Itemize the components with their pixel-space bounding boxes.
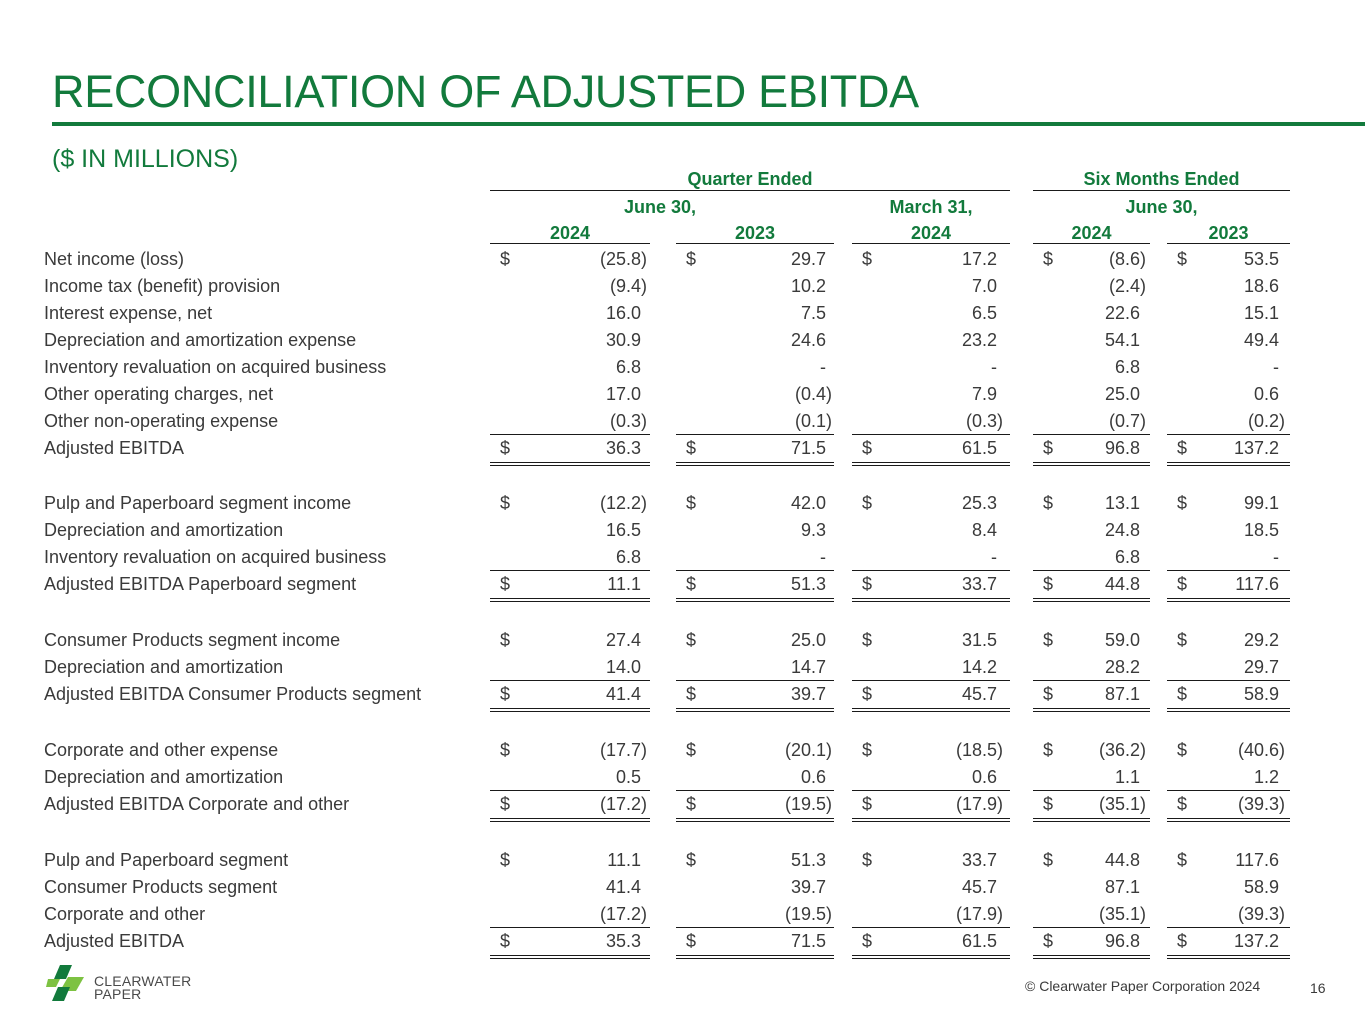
dollar-sign: $ [1177,438,1188,458]
table-row [0,544,1365,571]
cell-value: 24.8 [1104,520,1140,540]
dollar-sign: $ [862,249,873,269]
cell-value: 27.4 [605,630,641,650]
dollar-sign: $ [862,794,873,814]
total-double-rule [1167,598,1290,602]
cell-value: 7.9 [971,384,997,404]
dollar-sign: $ [500,740,511,760]
dollar-sign: $ [686,249,697,269]
cell-value: 41.4 [605,877,641,897]
cell-value: 11.1 [607,574,641,594]
cell-value: 71.5 [790,438,826,458]
cell-value: 16.0 [605,303,641,323]
dollar-sign: $ [1043,794,1054,814]
cell-value: 6.8 [615,547,641,567]
cell-value: 6.8 [615,357,641,377]
dollar-sign: $ [1043,630,1054,650]
dollar-sign: $ [1043,493,1054,513]
cell-value: 41.4 [605,684,641,704]
cell-value: 137.2 [1233,438,1279,458]
cell-value: 96.8 [1104,931,1140,951]
total-double-rule [852,708,1010,712]
dollar-sign: $ [862,574,873,594]
cell-value: 25.0 [790,630,826,650]
cell-value: 61.5 [961,438,997,458]
total-double-rule [852,598,1010,602]
cell-value: (0.2) [1247,411,1285,431]
cell-value: 45.7 [961,877,997,897]
cell-value: (2.4) [1108,276,1146,296]
table-row [0,901,1365,928]
slide-subtitle: ($ IN MILLIONS) [52,145,239,173]
table-row [0,408,1365,435]
total-double-rule [852,818,1010,822]
logo-wordmark [94,975,191,1001]
cell-value: 1.2 [1253,767,1279,787]
cell-value: (18.5) [955,740,1003,760]
logo-line2: PAPER [94,986,142,1002]
row-label: Pulp and Paperboard segment income [44,493,352,513]
cell-value: 6.8 [1114,547,1140,567]
cell-value: 51.3 [790,850,826,870]
cell-value: 59.0 [1104,630,1140,650]
cell-value: (17.9) [955,904,1003,924]
cell-value: - [820,547,826,567]
cell-value: 44.8 [1104,850,1140,870]
row-label: Other operating charges, net [44,384,274,404]
table-row [0,490,1365,517]
cell-value: (17.2) [599,794,647,814]
cell-value: 99.1 [1243,493,1279,513]
cell-value: 17.2 [961,249,997,269]
dollar-sign: $ [500,684,511,704]
cell-value: (35.1) [1098,794,1146,814]
table-row [0,327,1365,354]
table-row [0,791,1365,818]
row-label: Inventory revaluation on acquired business [44,357,387,377]
cell-value: 22.6 [1104,303,1140,323]
dollar-sign: $ [500,493,511,513]
row-label: Corporate and other [44,904,206,924]
cell-value: 35.3 [605,931,641,951]
dollar-sign: $ [862,931,873,951]
table-row [0,764,1365,791]
total-double-rule [490,818,650,822]
dollar-sign: $ [500,931,511,951]
dollar-sign: $ [1043,740,1054,760]
row-label: Consumer Products segment income [44,630,341,650]
dollar-sign: $ [1177,493,1188,513]
table-row [0,246,1365,273]
dollar-sign: $ [862,630,873,650]
row-label: Income tax (benefit) provision [44,276,281,296]
total-double-rule [1167,818,1290,822]
dollar-sign: $ [1177,684,1188,704]
row-label: Interest expense, net [44,303,213,323]
dollar-sign: $ [862,850,873,870]
cell-value: 87.1 [1104,877,1140,897]
table-row [0,928,1365,955]
cell-value: 0.5 [615,767,641,787]
dollar-sign: $ [1177,850,1188,870]
total-double-rule [1167,708,1290,712]
cell-value: 33.7 [961,574,997,594]
dollar-sign: $ [1043,684,1054,704]
cell-value: (0.3) [965,411,1003,431]
cell-value: 53.5 [1243,249,1279,269]
cell-value: 51.3 [790,574,826,594]
total-double-rule [1033,598,1150,602]
cell-value: 42.0 [790,493,826,513]
cell-value: - [1273,547,1279,567]
total-double-rule [676,955,834,959]
header-six-months-ended: Six Months Ended [1083,169,1240,189]
cell-value: (0.4) [794,384,832,404]
cell-value: 0.6 [1253,384,1279,404]
header-year-s2023: 2023 [1208,223,1249,243]
dollar-sign: $ [500,630,511,650]
table-row [0,517,1365,544]
dollar-sign: $ [500,794,511,814]
dollar-sign: $ [500,574,511,594]
cell-value: 14.0 [605,657,641,677]
cell-value: 29.7 [1243,657,1279,677]
dollar-sign: $ [1177,574,1188,594]
cell-value: 29.7 [790,249,826,269]
page-number: 16 [1310,980,1326,996]
cell-value: 7.5 [800,303,826,323]
table-row [0,654,1365,681]
row-label: Depreciation and amortization [44,767,284,787]
cell-value: 49.4 [1243,330,1279,350]
total-double-rule [1167,955,1290,959]
total-double-rule [676,598,834,602]
header-year-m2024: 2024 [910,223,952,243]
header-march-31: March 31, [889,197,973,217]
dollar-sign: $ [500,249,511,269]
dollar-sign: $ [1177,740,1188,760]
cell-value: 96.8 [1104,438,1140,458]
total-double-rule [490,598,650,602]
dollar-sign: $ [686,850,697,870]
row-label: Pulp and Paperboard segment [44,850,289,870]
cell-value: 58.9 [1243,684,1279,704]
cell-value: 14.2 [961,657,997,677]
dollar-sign: $ [686,574,697,594]
dollar-sign: $ [1043,438,1054,458]
header-year-q2024: 2024 [549,223,591,243]
dollar-sign: $ [1043,931,1054,951]
row-label: Depreciation and amortization [44,520,284,540]
cell-value: 6.5 [971,303,997,323]
table-row [0,354,1365,381]
row-label: Consumer Products segment [44,877,278,897]
dollar-sign: $ [1177,630,1188,650]
cell-value: 18.6 [1243,276,1279,296]
slide-title: RECONCILIATION OF ADJUSTED EBITDA [52,66,919,117]
cell-value: 25.0 [1104,384,1140,404]
cell-value: (19.5) [784,794,832,814]
table-row [0,300,1365,327]
row-label: Adjusted EBITDA Corporate and other [44,794,350,814]
cell-value: 117.6 [1235,574,1279,594]
cell-value: 54.1 [1104,330,1140,350]
table-row [0,847,1365,874]
dollar-sign: $ [862,438,873,458]
cell-value: 23.2 [961,330,997,350]
dollar-sign: $ [1177,931,1188,951]
header-quarter-ended: Quarter Ended [687,169,813,189]
row-label: Depreciation and amortization [44,657,284,677]
dollar-sign: $ [500,438,511,458]
row-label: Adjusted EBITDA [44,438,185,458]
total-double-rule [1033,708,1150,712]
cell-value: 16.5 [605,520,641,540]
cell-value: 9.3 [800,520,826,540]
copyright-footer: © Clearwater Paper Corporation 2024 [1025,978,1261,994]
total-double-rule [676,818,834,822]
cell-value: - [1273,357,1279,377]
cell-value: 14.7 [790,657,826,677]
cell-value: 71.5 [790,931,826,951]
cell-value: (17.9) [955,794,1003,814]
table-row [0,681,1365,708]
cell-value: (20.1) [784,740,832,760]
dollar-sign: $ [686,438,697,458]
total-double-rule [1033,462,1150,466]
cell-value: 11.1 [607,850,641,870]
cell-value: 45.7 [961,684,997,704]
total-double-rule [852,955,1010,959]
cell-value: 15.1 [1243,303,1279,323]
cell-value: (40.6) [1237,740,1285,760]
table-row [0,627,1365,654]
cell-value: 8.4 [971,520,997,540]
header-june-30-quarter: June 30, [623,197,697,217]
dollar-sign: $ [862,684,873,704]
cell-value: 24.6 [790,330,826,350]
table-row [0,381,1365,408]
dollar-sign: $ [686,740,697,760]
cell-value: 31.5 [961,630,997,650]
dollar-sign: $ [1043,249,1054,269]
cell-value: - [991,357,997,377]
dollar-sign: $ [1043,574,1054,594]
row-label: Adjusted EBITDA Consumer Products segment [44,684,422,704]
row-label: Net income (loss) [44,249,185,269]
table-row [0,273,1365,300]
cell-value: 18.5 [1243,520,1279,540]
cell-value: 10.2 [790,276,826,296]
cell-value: (19.5) [784,904,832,924]
dollar-sign: $ [686,931,697,951]
cell-value: 30.9 [605,330,641,350]
cell-value: 28.2 [1104,657,1140,677]
cell-value: (0.1) [794,411,832,431]
cell-value: 13.1 [1104,493,1140,513]
dollar-sign: $ [686,493,697,513]
table-row [0,435,1365,462]
header-year-q2023: 2023 [734,223,776,243]
cell-value: (35.1) [1098,904,1146,924]
cell-value: 39.7 [790,684,826,704]
cell-value: (17.2) [599,904,647,924]
dollar-sign: $ [686,794,697,814]
row-label: Adjusted EBITDA Paperboard segment [44,574,357,594]
dollar-sign: $ [1177,249,1188,269]
cell-value: 117.6 [1235,850,1279,870]
cell-value: (0.3) [609,411,647,431]
cell-value: 0.6 [800,767,826,787]
dollar-sign: $ [862,740,873,760]
logo-line1: CLEARWATER [94,973,192,989]
dollar-sign: $ [1043,850,1054,870]
cell-value: 39.7 [790,877,826,897]
row-label: Inventory revaluation on acquired business [44,547,387,567]
cell-value: (0.7) [1108,411,1146,431]
total-double-rule [1033,955,1150,959]
cell-value: (25.8) [599,249,647,269]
table-row [0,737,1365,764]
dollar-sign: $ [1177,794,1188,814]
cell-value: 33.7 [961,850,997,870]
row-label: Other non-operating expense [44,411,279,431]
cell-value: 137.2 [1233,931,1279,951]
header-june-30-six: June 30, [1125,197,1198,217]
cell-value: 0.6 [971,767,997,787]
header-year-s2024: 2024 [1071,223,1112,243]
total-double-rule [676,462,834,466]
total-double-rule [852,462,1010,466]
total-double-rule [1033,818,1150,822]
table-row [0,874,1365,901]
dollar-sign: $ [686,630,697,650]
total-double-rule [490,462,650,466]
cell-value: 58.9 [1243,877,1279,897]
cell-value: - [820,357,826,377]
total-double-rule [1167,462,1290,466]
total-double-rule [676,708,834,712]
cell-value: - [991,547,997,567]
cell-value: 29.2 [1243,630,1279,650]
total-double-rule [490,708,650,712]
row-label: Adjusted EBITDA [44,931,185,951]
cell-value: 44.8 [1104,574,1140,594]
total-double-rule [490,955,650,959]
cell-value: (39.3) [1237,794,1285,814]
cell-value: 7.0 [971,276,997,296]
cell-value: (17.7) [599,740,647,760]
row-label: Depreciation and amortization expense [44,330,357,350]
cell-value: 1.1 [1114,767,1140,787]
cell-value: 25.3 [961,493,997,513]
cell-value: 87.1 [1104,684,1140,704]
cell-value: (36.2) [1098,740,1146,760]
cell-value: 61.5 [961,931,997,951]
cell-value: 6.8 [1114,357,1140,377]
row-label: Corporate and other expense [44,740,279,760]
dollar-sign: $ [500,850,511,870]
cell-value: (8.6) [1108,249,1146,269]
cell-value: 17.0 [605,384,641,404]
table-row [0,571,1365,598]
cell-value: 36.3 [605,438,641,458]
cell-value: (39.3) [1237,904,1285,924]
cell-value: (9.4) [609,276,647,296]
cell-value: (12.2) [599,493,647,513]
dollar-sign: $ [686,684,697,704]
dollar-sign: $ [862,493,873,513]
